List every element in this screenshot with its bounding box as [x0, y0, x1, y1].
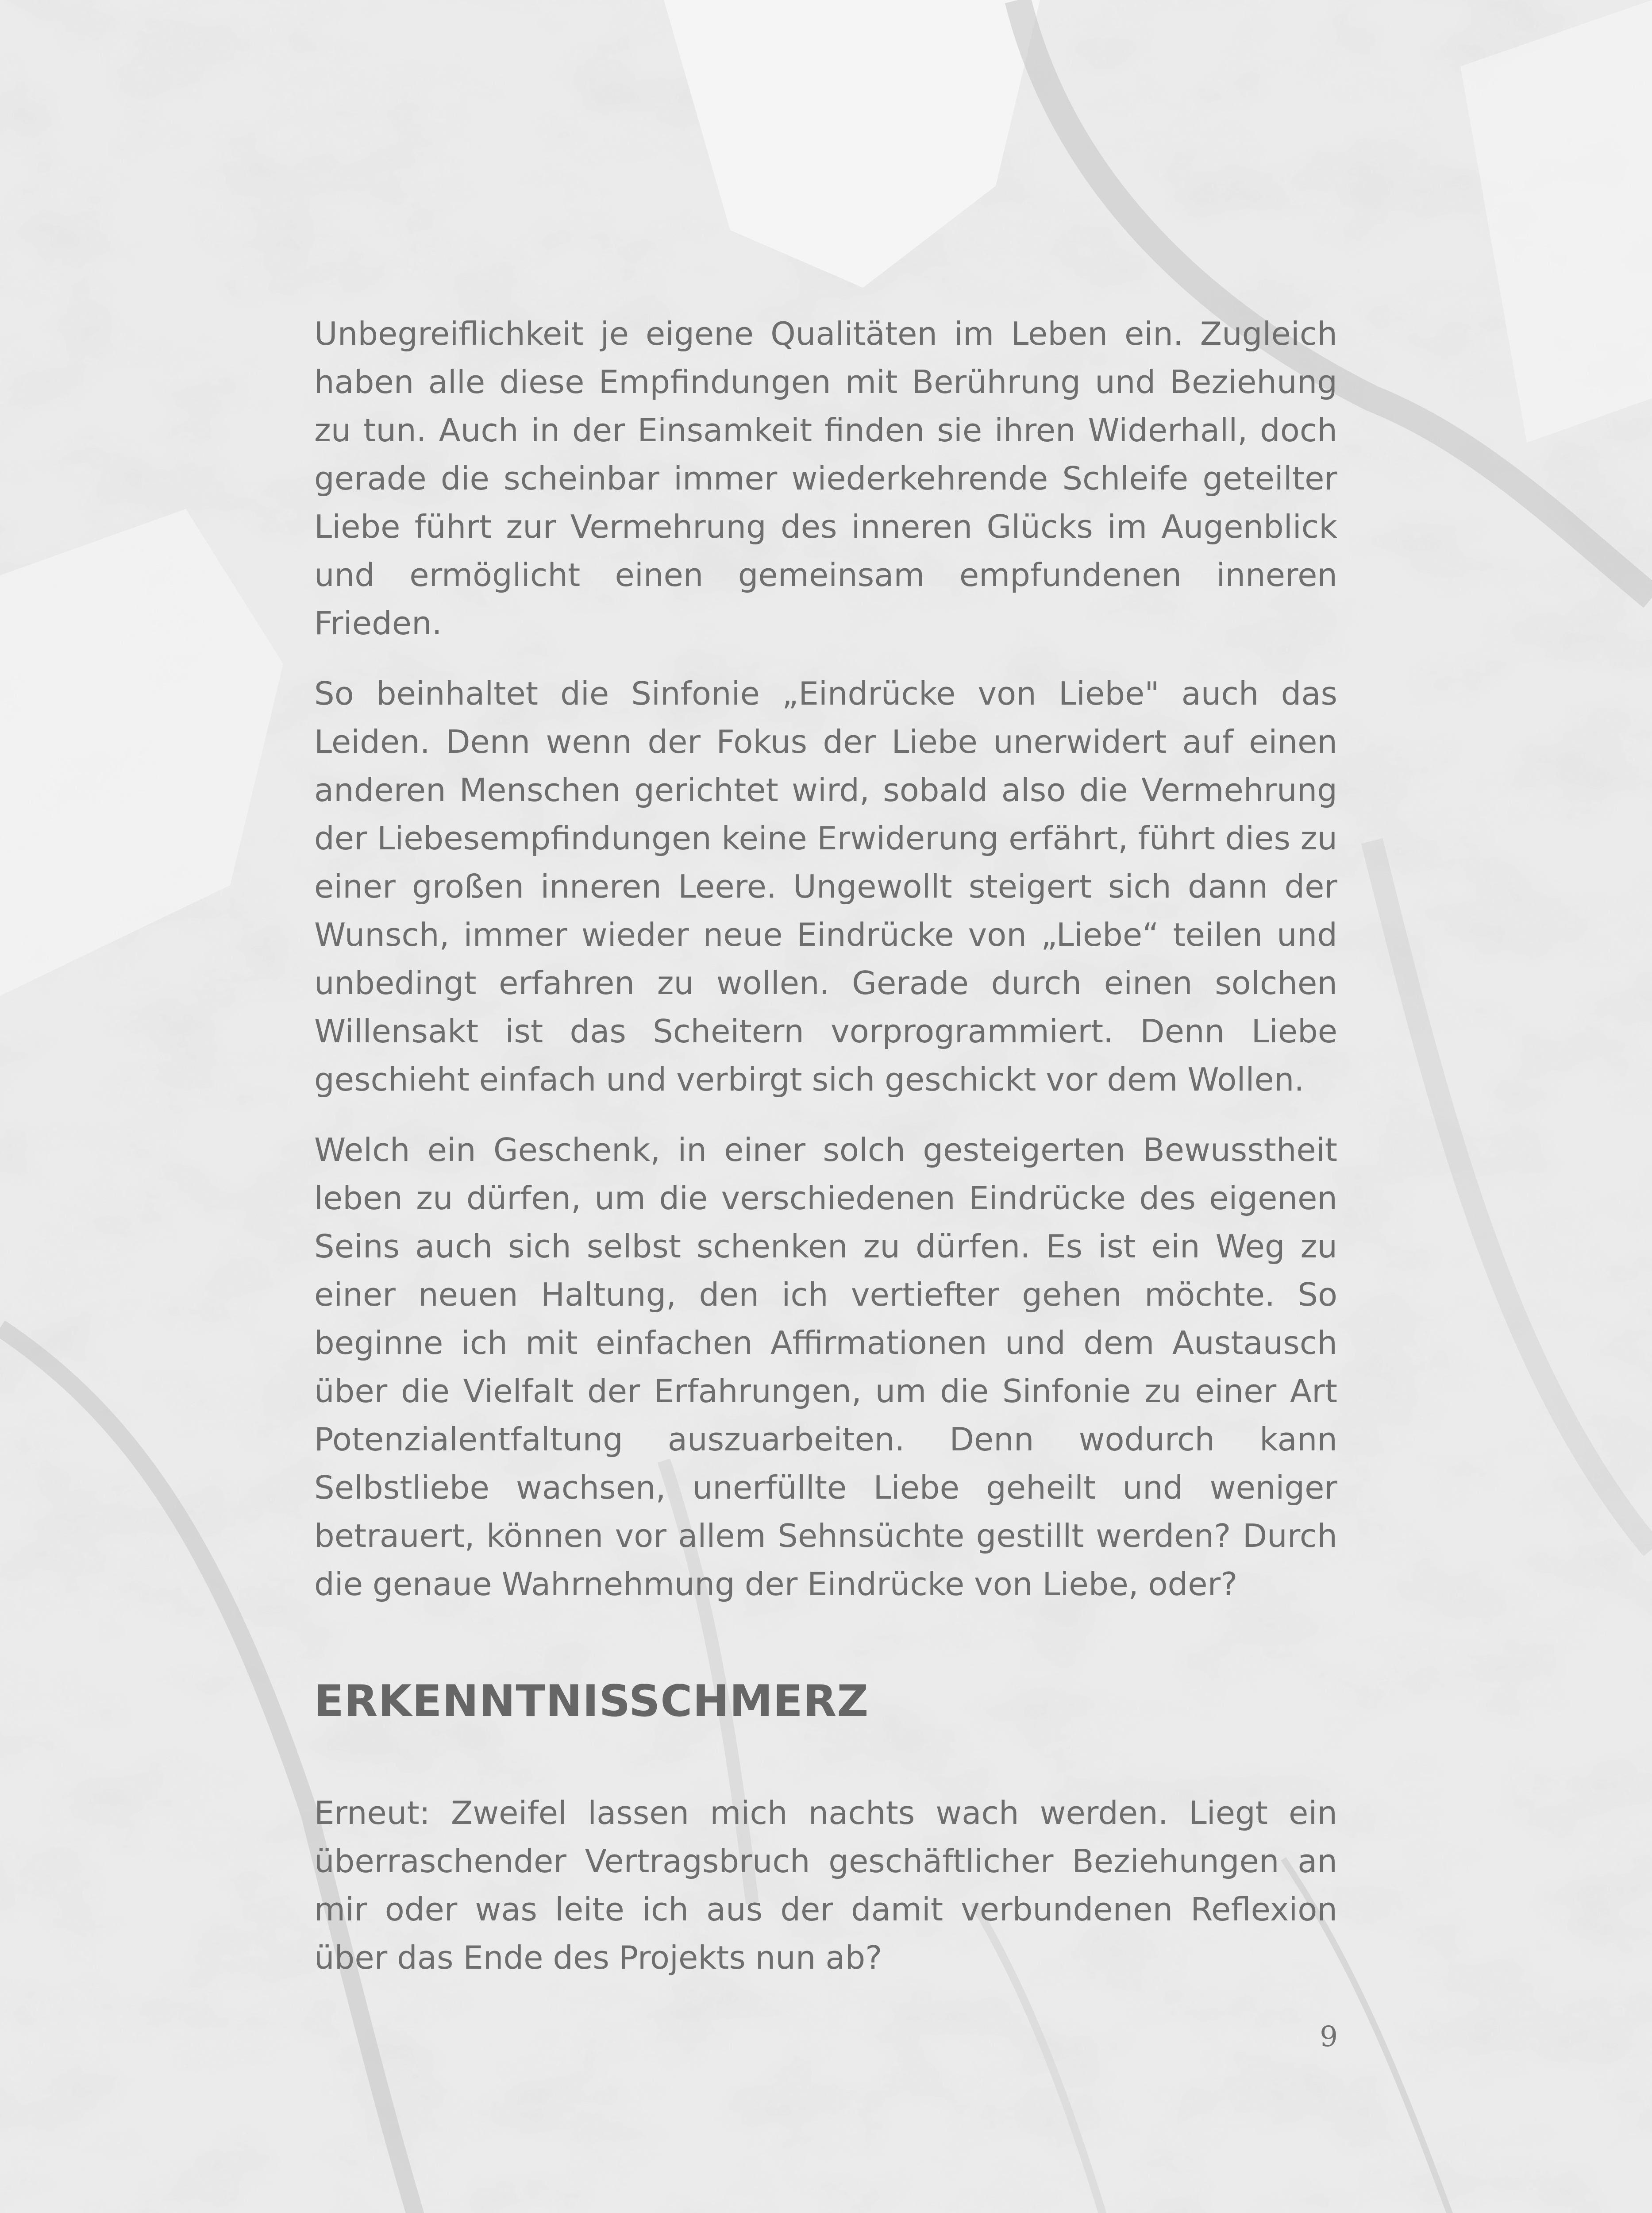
section-heading: ERKENNTNISSCHMERZ	[314, 1676, 869, 1727]
page-number: 9	[1320, 2020, 1338, 2053]
paragraph-4: Erneut: Zweifel lassen mich nachts wach werden. Liegt ein überraschender Vertragsbruch geschäftlicher Beziehungen an mir oder was leite ich aus der damit verbundenen Reflexion über das Ende des Projekts nun ab?	[314, 1794, 1337, 1976]
paragraph-2: So beinhaltet die Sinfonie „Eindrücke von Liebe" auch das Leiden. Denn wenn der Fokus der Liebe unerwidert auf einen anderen Menschen gerichtet wird, sobald also die Vermehrung der Liebesempfindungen keine Erwiderung erfährt, führt dies zu einer großen inneren Leere. Ungewollt steigert sich dann der Wunsch, immer wieder neue Eindrücke von „Liebe“ teilen und unbedingt erfahren zu wollen. Gerade durch einen solchen Willensakt ist das Scheitern vorprogrammiert. Denn Liebe geschieht einfach und verbirgt sich geschickt vor dem Wollen.	[314, 675, 1337, 1098]
paragraph-1: Unbegreiflichkeit je eigene Qualitäten im Leben ein. Zugleich haben alle diese Empfindungen mit Berührung und Beziehung zu tun. Auch in der Einsamkeit finden sie ihren Widerhall, doch gerade die scheinbar immer wiederkehrende Schleife geteilter Liebe führt zur Vermehrung des inneren Glücks im Augenblick und ermöglicht einen gemeinsam empfundenen inneren Frieden.	[314, 315, 1337, 642]
paragraph-3: Welch ein Geschenk, in einer solch gesteigerten Bewusstheit leben zu dürfen, um die verschiedenen Eindrücke des eigenen Seins auch sich selbst schenken zu dürfen. Es ist ein Weg zu einer neuen Haltung, den ich vertiefter gehen möchte. So beginne ich mit einfachen Affirmationen und dem Austausch über die Vielfalt der Erfahrungen, um die Sinfonie zu einer Art Potenzialentfaltung auszuarbeiten. Denn wodurch kann Selbstliebe wachsen, unerfüllte Liebe geheilt und weniger betrauert, können vor allem Sehnsüchte gestillt werden? Durch die genaue Wahrnehmung der Eindrücke von Liebe, oder?	[314, 1131, 1337, 1603]
text-column	[314, 310, 1337, 2004]
